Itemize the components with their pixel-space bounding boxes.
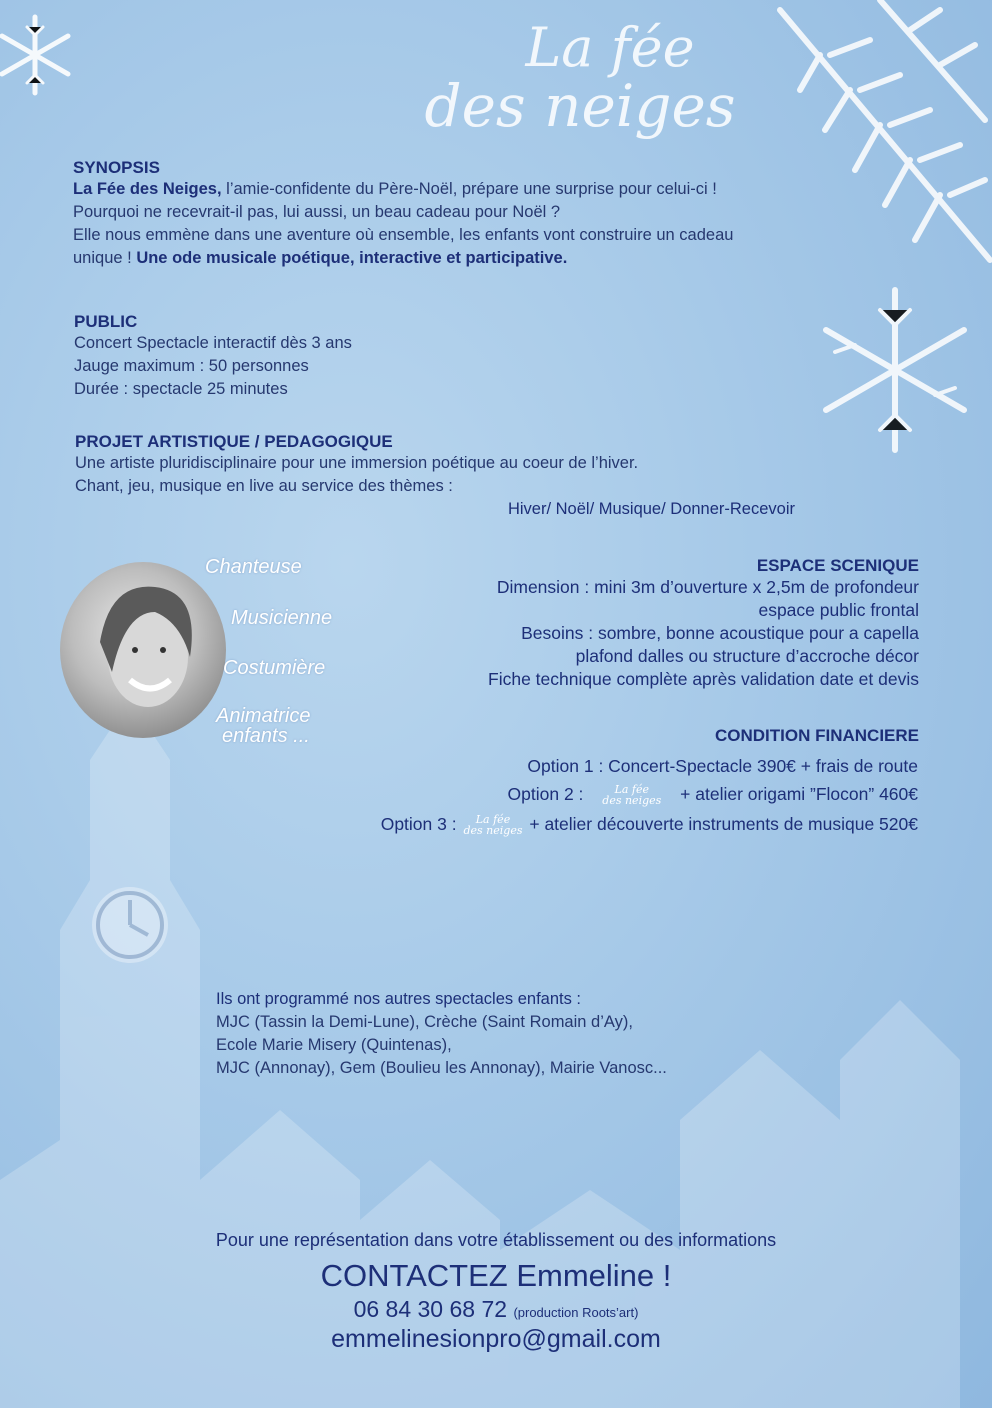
role-musicienne: Musicienne xyxy=(231,607,333,629)
finance-option-2 xyxy=(508,784,918,806)
option-3-label: Option 3 : xyxy=(380,814,457,834)
contact-email[interactable]: emmelinesionpro@gmail.com xyxy=(331,1325,661,1353)
public-line: Concert Spectacle interactif dès 3 ans xyxy=(74,334,352,352)
projet-line-1: Une artiste pluridisciplinaire pour une immersion poétique au coeur de l’hiver. xyxy=(75,454,639,472)
mini-logo-line-2: des neiges xyxy=(602,794,662,808)
public-line: Jauge maximum : 50 personnes xyxy=(74,357,309,375)
logo-line-2: des neiges xyxy=(424,72,736,140)
mini-logo-line-1: La fée xyxy=(475,813,511,827)
show-logo xyxy=(400,16,760,170)
synopsis-line-4-start: unique ! xyxy=(73,249,137,267)
mini-logo-line-2: des neiges xyxy=(463,824,523,838)
programmed-section xyxy=(216,988,836,1080)
synopsis-heading: SYNOPSIS xyxy=(73,158,160,177)
projet-line-2: Chant, jeu, musique en live au service des thèmes : xyxy=(75,477,453,495)
projet-section xyxy=(75,432,795,521)
finance-option-1: Option 1 : Concert-Spectacle 390€ + frais de route xyxy=(527,756,918,776)
synopsis-lead: La Fée des Neiges, xyxy=(73,180,222,198)
contact-phone[interactable]: 06 84 30 68 72 xyxy=(353,1296,508,1322)
espace-heading: ESPACE SCENIQUE xyxy=(756,556,919,575)
synopsis-line-3: Elle nous emmène dans une aventure où ensemble, les enfants vont construire un cadeau xyxy=(73,226,734,244)
espace-line: Dimension : mini 3m d’ouverture x 2,5m de profondeur xyxy=(496,577,919,597)
espace-section xyxy=(359,556,919,691)
programmed-line: MJC (Tassin la Demi-Lune), Crèche (Saint Romain d’Ay), xyxy=(216,1013,633,1031)
programmed-line: Ecole Marie Misery (Quintenas), xyxy=(216,1036,452,1054)
role-enfants: enfants ... xyxy=(222,725,310,747)
projet-themes: Hiver/ Noël/ Musique/ Donner-Recevoir xyxy=(507,500,795,518)
finance-option-3 xyxy=(381,814,918,836)
public-line: Durée : spectacle 25 minutes xyxy=(74,380,288,398)
logo-line-1: La fée xyxy=(525,16,695,79)
synopsis-line-4 xyxy=(73,247,913,270)
programmed-heading: Ils ont programmé nos autres spectacles enfants : xyxy=(216,990,582,1008)
contact-phone-note: (production Roots’art) xyxy=(513,1305,639,1320)
espace-line: espace public frontal xyxy=(758,600,919,620)
mini-logo xyxy=(602,784,661,806)
artist-photo xyxy=(60,562,226,738)
mini-logo-line-1: La fée xyxy=(614,783,650,797)
snowflake-icon-large xyxy=(826,290,964,450)
mini-logo xyxy=(463,814,522,836)
role-animatrice: Animatrice xyxy=(216,705,311,727)
portrait-icon xyxy=(60,562,226,738)
finance-heading: CONDITION FINANCIERE xyxy=(715,726,919,745)
option-3-rest: + atelier découverte instruments de musique 520€ xyxy=(529,814,918,834)
public-section xyxy=(74,312,574,401)
option-2-rest: + atelier origami ”Flocon” 460€ xyxy=(680,784,918,804)
option-2-label: Option 2 : xyxy=(507,784,584,804)
espace-line: Besoins : sombre, bonne acoustique pour a capella xyxy=(521,623,919,643)
espace-line: Fiche technique complète après validation date et devis xyxy=(488,669,919,689)
programmed-line: MJC (Annonay), Gem (Boulieu les Annonay), Mairie Vanosc... xyxy=(216,1059,667,1077)
snowflake-icon xyxy=(2,17,68,93)
synopsis-tagline: Une ode musicale poétique, interactive et participative. xyxy=(136,249,568,267)
synopsis-line-2: Pourquoi ne recevrait-il pas, lui aussi, un beau cadeau pour Noël ? xyxy=(73,203,561,221)
synopsis-line-1-rest: l’amie-confidente du Père-Noël, prépare une surprise pour celui-ci ! xyxy=(221,180,717,198)
contact-phone-line xyxy=(0,1296,992,1323)
espace-line: plafond dalles ou structure d’accroche décor xyxy=(575,646,919,666)
synopsis-line-1 xyxy=(73,178,913,201)
contact-title: CONTACTEZ Emmeline ! xyxy=(320,1258,672,1293)
role-costumiere: Costumière xyxy=(223,657,326,679)
public-heading: PUBLIC xyxy=(74,312,138,331)
contact-intro: Pour une représentation dans votre établissement ou des informations xyxy=(215,1230,777,1250)
role-chanteuse: Chanteuse xyxy=(205,556,302,578)
projet-heading: PROJET ARTISTIQUE / PEDAGOGIQUE xyxy=(75,432,393,451)
synopsis-section xyxy=(73,158,913,270)
